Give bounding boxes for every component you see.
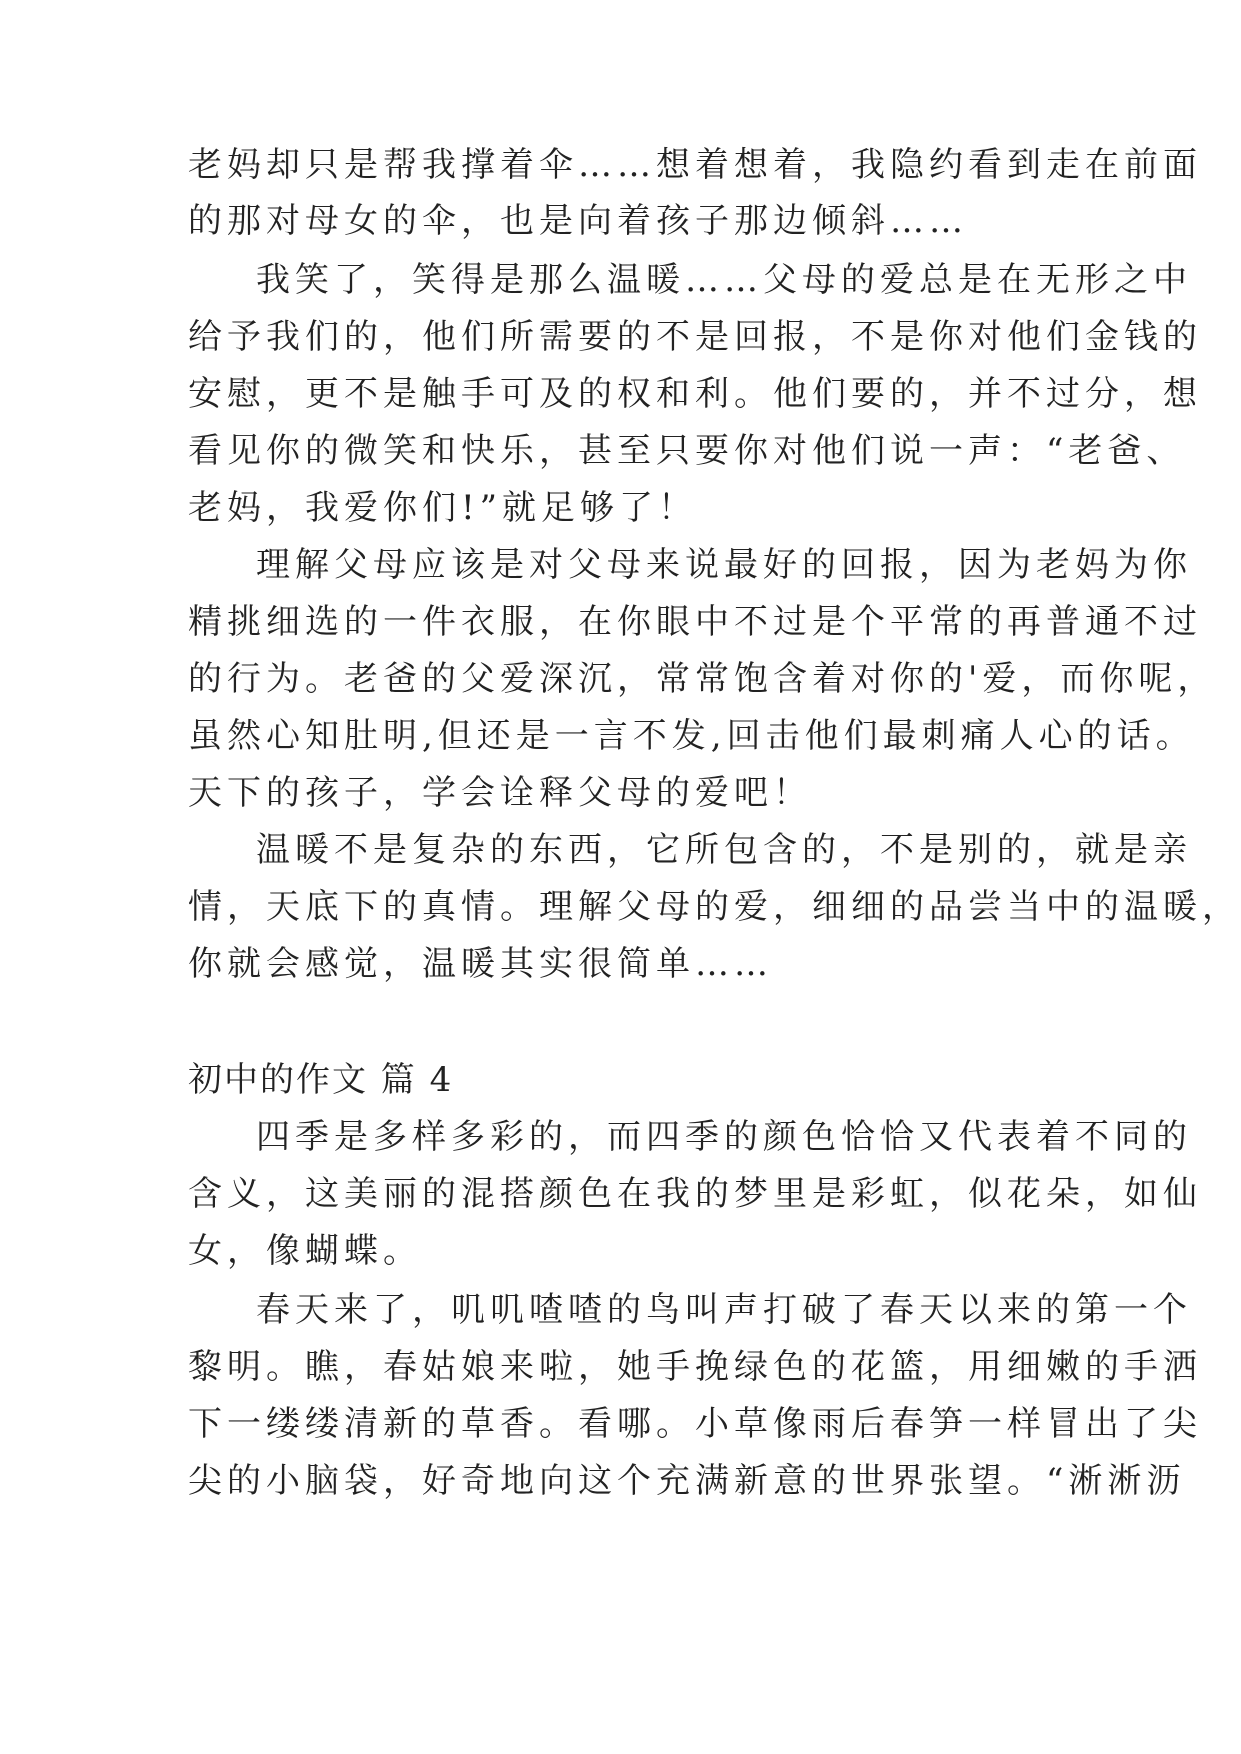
text-line: 天下的孩子，学会诠释父母的爱吧！ (188, 773, 812, 813)
text-line: 老妈却只是帮我撑着伞……想着想着，我隐约看到走在前面 (188, 145, 1202, 185)
text-line: 含义，这美丽的混搭颜色在我的梦里是彩虹，似花朵，如仙 (188, 1174, 1202, 1214)
text-line: 的行为。老爸的父爱深沉，常常饱含着对你的'爱，而你呢， (188, 659, 1217, 699)
text-line: 给予我们的，他们所需要的不是回报，不是你对他们金钱的 (188, 317, 1202, 357)
text-line: 你就会感觉，温暖其实很简单…… (188, 944, 773, 984)
text-line: 下一缕缕清新的草香。看哪。小草像雨后春笋一样冒出了尖 (188, 1404, 1202, 1444)
text-line: 精挑细选的一件衣服，在你眼中不过是个平常的再普通不过 (188, 602, 1202, 642)
text-line: 尖的小脑袋，好奇地向这个充满新意的世界张望。“淅淅沥 (188, 1461, 1186, 1501)
paragraph-first-line: 温暖不是复杂的东西，它所包含的，不是别的，就是亲 (256, 830, 1192, 870)
text-line: 的那对母女的伞，也是向着孩子那边倾斜…… (188, 201, 968, 241)
paragraph-first-line: 春天来了，叽叽喳喳的鸟叫声打破了春天以来的第一个 (256, 1290, 1192, 1330)
text-line: 女，像蝴蝶。 (188, 1231, 422, 1271)
text-line: 老妈，我爱你们!”就足够了！ (188, 488, 698, 528)
section-heading: 初中的作文 篇 4 (188, 1060, 454, 1100)
text-line: 看见你的微笑和快乐，甚至只要你对他们说一声：“老爸、 (188, 431, 1186, 471)
paragraph-first-line: 四季是多样多彩的，而四季的颜色恰恰又代表着不同的 (256, 1117, 1192, 1157)
text-line: 安慰，更不是触手可及的权和利。他们要的，并不过分，想 (188, 374, 1202, 414)
paragraph-first-line: 理解父母应该是对父母来说最好的回报，因为老妈为你 (256, 545, 1192, 585)
text-line: 黎明。瞧，春姑娘来啦，她手挽绿色的花篮，用细嫩的手洒 (188, 1347, 1202, 1387)
paragraph-first-line: 我笑了，笑得是那么温暖……父母的爱总是在无形之中 (256, 260, 1192, 300)
text-line: 虽然心知肚明,但还是一言不发,回击他们最刺痛人心的话。 (188, 716, 1195, 756)
text-line: 情，天底下的真情。理解父母的爱，细细的品尝当中的温暖， (188, 887, 1241, 927)
